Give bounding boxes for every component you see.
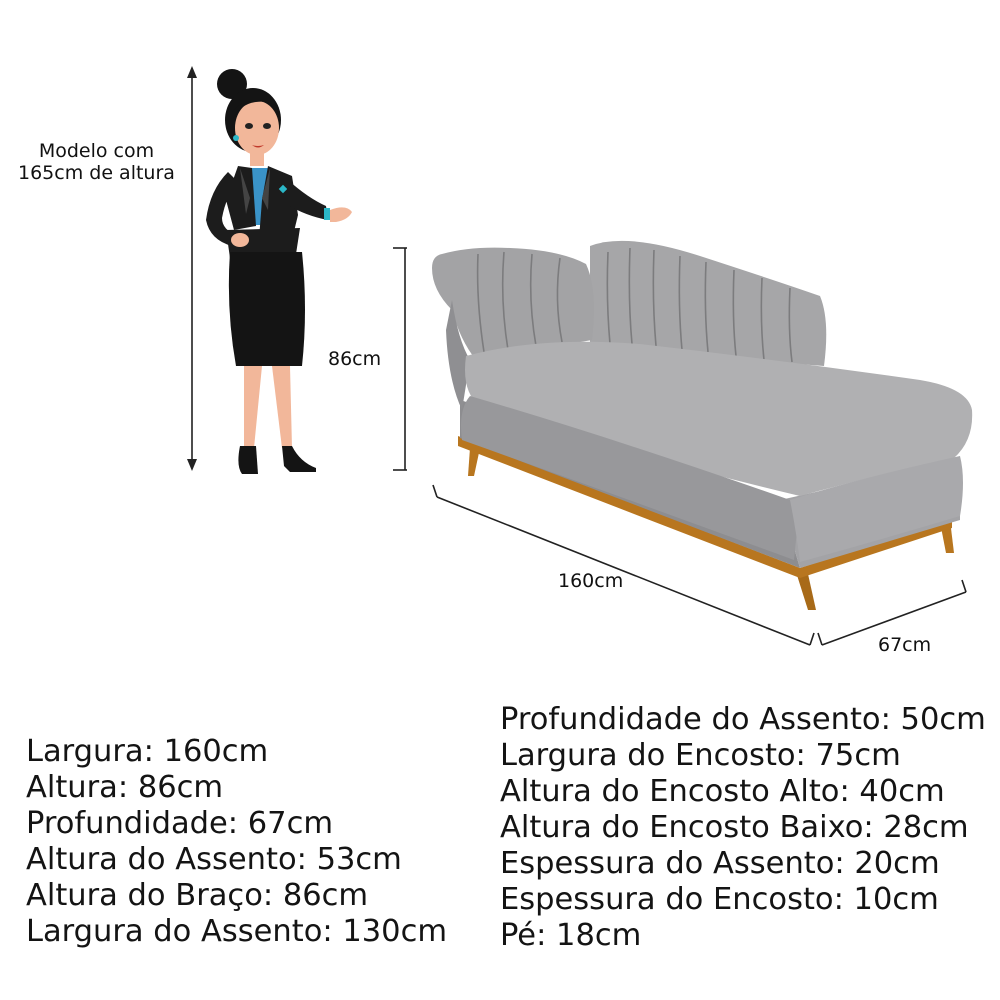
spec-item: Profundidade: 67cm: [26, 806, 334, 841]
sofa-width-label: 160cm: [558, 570, 624, 592]
spec-item: Altura do Encosto Baixo: 28cm: [500, 810, 969, 845]
specs-list-right: [500, 702, 986, 954]
spec-item: Espessura do Assento: 20cm: [500, 846, 940, 881]
model-height-arrow: [187, 66, 197, 471]
spec-item: Largura do Encosto: 75cm: [500, 738, 901, 773]
sofa-height-bracket: [393, 248, 407, 470]
chaise-sofa: [432, 241, 972, 610]
model-note-line-1: Modelo com: [38, 140, 155, 162]
sofa-height-label: 86cm: [328, 348, 382, 370]
spec-item: Profundidade do Assento: 50cm: [500, 702, 986, 737]
model-note-line-2: 165cm de altura: [18, 162, 175, 184]
spec-item: Altura: 86cm: [26, 770, 224, 805]
specs-list-left: [26, 734, 447, 950]
spec-item: Altura do Braço: 86cm: [26, 878, 369, 913]
spec-item: Largura do Assento: 130cm: [26, 914, 448, 949]
model-height-note: [18, 140, 175, 184]
model-figure: [206, 69, 352, 474]
spec-item: Largura: 160cm: [26, 734, 269, 769]
spec-item: Pé: 18cm: [500, 918, 642, 953]
spec-item: Altura do Encosto Alto: 40cm: [500, 774, 945, 809]
spec-item: Altura do Assento: 53cm: [26, 842, 402, 877]
sofa-depth-label: 67cm: [878, 634, 932, 656]
spec-item: Espessura do Encosto: 10cm: [500, 882, 939, 917]
